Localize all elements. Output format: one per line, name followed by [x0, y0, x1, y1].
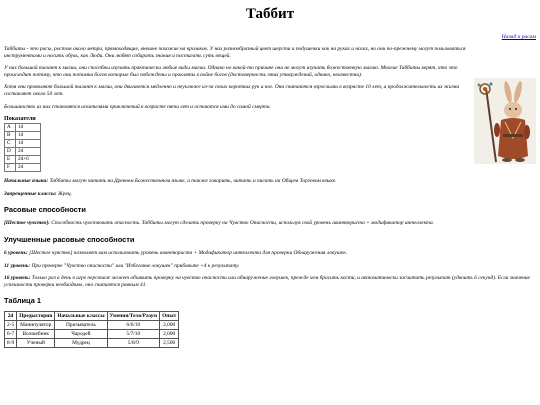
stat-key: D	[5, 148, 16, 156]
improved-abilities-heading: Улучшенные расовые способности	[4, 234, 135, 244]
table-cell: 2,000	[160, 330, 179, 339]
stat-key: B	[5, 132, 16, 140]
table-cell: 6-7	[5, 330, 17, 339]
table1-heading: Таблица 1	[4, 296, 41, 306]
column-header: Предыстория	[17, 312, 55, 321]
intro-paragraph: Таббиты - это расы, ростом около метра, прямоходящие, внешне похожие на кроликов. У них разнообразный цвет шерсти и подушечки как на руках и ногах, но они по-прежнему могут пользоваться инструментами и носить обувь, как Люди. Они любят собирать знания и постигать суть вещей.	[4, 46, 466, 59]
forbidden-classes-label: Запрещенные классы:	[4, 190, 57, 197]
background-table	[4, 311, 179, 348]
intro-paragraph: Хотя они проявляют большой талант к магии, они двигаются медленно и неуклюже из-за своих коротких рук и ног. Они считаются взрослыми в возрасте 10 лет, а продолжительность их жизни составляет около 50 лет.	[4, 84, 460, 97]
column-header: Опыт	[160, 312, 179, 321]
stat-value: 2d	[16, 164, 41, 172]
stat-value: 2d	[16, 148, 41, 156]
table-row	[5, 339, 179, 348]
stat-key: E	[5, 156, 16, 164]
stat-value: 1d	[16, 124, 41, 132]
stat-value: 1d	[16, 132, 41, 140]
racial-ability-label: [Шестое чувство]:	[4, 220, 50, 227]
table-cell: Ученый	[17, 339, 55, 348]
improved-ability-label: 6 уровень:	[4, 249, 28, 256]
improved-ability-text: Только раз в день в игре персонаж может объявить проверку на чувство опасности или обнаружение ловушек, прежде чем бросить кости, и автоматически засчитать результат (удвоить 6 секунд). Если значение успешности проверки необходимо, оно считается равным 41.	[4, 275, 530, 288]
table-cell: Призыватель	[55, 321, 107, 330]
table-header-row	[5, 312, 179, 321]
column-header: 2d	[5, 312, 17, 321]
improved-ability-label: 11 уровень:	[4, 262, 31, 269]
improved-ability-paragraph	[4, 250, 536, 257]
table-row	[5, 140, 41, 148]
improved-ability-text: При проверке "Чувство опасности" или "Избегание ловушек" прибавьте +4 к результату.	[31, 262, 240, 269]
table-cell: 2,500	[160, 339, 179, 348]
intro-section	[4, 46, 536, 110]
intro-paragraph: Большинство из них становятся искателями приключений в возрасте пяти лет и остаются ими до самой смерти.	[4, 103, 271, 110]
table-row	[5, 321, 179, 330]
forbidden-classes-text: Жрец.	[57, 190, 72, 197]
improved-ability-paragraph	[4, 263, 536, 270]
column-header: Умения/Тело/Разум	[107, 312, 160, 321]
table-row	[5, 132, 41, 140]
table-cell: Манипулятор	[17, 321, 55, 330]
languages-text: Таббиты могут читать на Древнем Божественном языке, а также говорить, читать и писать на Общем Торговом языке.	[49, 178, 337, 185]
table-row	[5, 164, 41, 172]
improved-ability-text: [Шестое чувство] позволяет вам использовать уровень авантюриста + Модификатор интеллекта для проверки Обнаружения ловушек.	[29, 249, 348, 256]
stats-heading: Показатели	[4, 116, 36, 123]
table-row	[5, 148, 41, 156]
improved-ability-label: 16 уровень:	[4, 275, 31, 282]
languages-paragraph	[4, 178, 536, 185]
back-to-races-link[interactable]: Назад к расам	[501, 34, 536, 40]
stat-key: F	[5, 164, 16, 172]
languages-label: Начальные языки:	[4, 178, 49, 185]
table-cell: 6/6/10	[107, 321, 160, 330]
intro-paragraph: У них большой талант к магии, они способны изучать практически любые виды магии. Однако но какой-то причине они не могут изучать божественную магию. Многие Таббиты верят, что это происходит потому, что они потомки богов которые был побеждены и прокляты в войне богов (достоверность этих утверждений, однако, неизвестна).	[4, 65, 458, 78]
stat-value: 2d+6	[16, 156, 41, 164]
stat-key: C	[5, 140, 16, 148]
table-cell: 2-5	[5, 321, 17, 330]
table-cell: 8-9	[5, 339, 17, 348]
table-cell: Мудрец	[55, 339, 107, 348]
stat-value: 1d	[16, 140, 41, 148]
table-row	[5, 330, 179, 339]
article-content	[4, 46, 536, 348]
stats-table	[4, 123, 41, 172]
improved-ability-paragraph	[4, 275, 536, 288]
racial-ability-text: Способность чувствовать опасность. Таббиты могут сделать проверку на Чувство Опасности, используя свой уровень авантюриста + модификатор интеллекта.	[51, 220, 435, 227]
page-title: Таббит	[245, 6, 295, 22]
racial-ability-paragraph	[4, 220, 536, 227]
column-header: Начальные классы	[55, 312, 107, 321]
table-cell: 2,000	[160, 321, 179, 330]
table-cell: 5/7/10	[107, 330, 160, 339]
table-cell: 5/8/9	[107, 339, 160, 348]
table-cell: Чародей	[55, 330, 107, 339]
forbidden-classes-paragraph	[4, 191, 536, 198]
racial-abilities-heading: Расовые способности	[4, 205, 86, 215]
table-cell: Волшебник	[17, 330, 55, 339]
table-row	[5, 156, 41, 164]
stat-key: A	[5, 124, 16, 132]
table-row	[5, 124, 41, 132]
